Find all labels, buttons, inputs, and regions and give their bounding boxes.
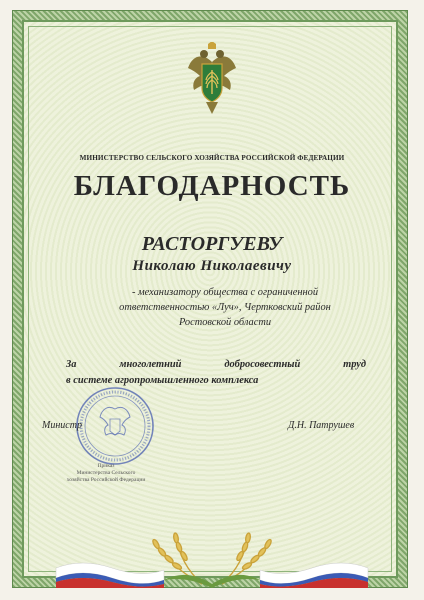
signature-role: Министр	[42, 420, 82, 431]
ministry-heading: МИНИСТЕРСТВО СЕЛЬСКОГО ХОЗЯЙСТВА РОССИЙСКОЙ ФЕДЕРАЦИИ	[79, 154, 345, 162]
order-reference	[46, 463, 166, 484]
order-line: Министерства Сельского	[76, 470, 136, 476]
wheat-wreath-with-flags-icon	[52, 528, 372, 588]
signature-name: Д.Н. Патрушев	[288, 420, 355, 431]
recipient-description	[80, 285, 370, 330]
double-headed-eagle-emblem-icon	[186, 42, 238, 116]
order-line: Приказ	[97, 463, 115, 469]
official-stamp-icon	[74, 385, 156, 467]
order-line: хозяйства Российской Федерации	[66, 477, 146, 483]
document-title: БЛАГОДАРНОСТЬ	[73, 170, 351, 202]
description-line: - механизатору общества с ограниченной	[131, 287, 319, 298]
merit-line: в системе агропромышленного комплекса	[66, 375, 259, 386]
description-line: ответственностью «Луч», Чертковский район	[119, 302, 331, 313]
merit-line: За многолетний добросовестный труд	[66, 359, 366, 370]
description-line: Ростовской области	[178, 317, 272, 328]
recipient-surname: РАСТОРГУЕВУ	[141, 233, 283, 255]
recipient-name: Николаю Николаевичу	[132, 258, 292, 274]
